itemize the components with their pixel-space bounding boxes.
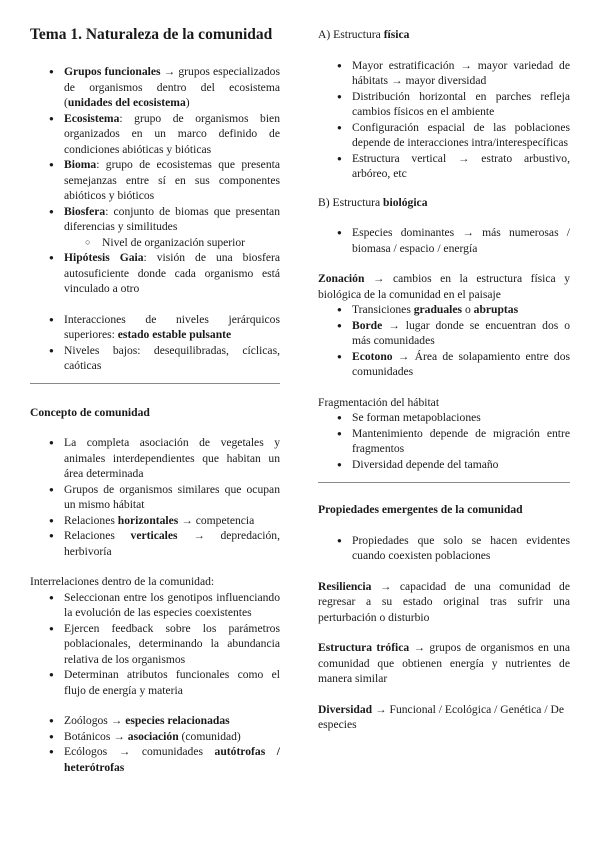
zonation-list	[318, 302, 570, 380]
biological-structure-list	[318, 225, 570, 256]
list-item: ● Determinan atributos funcionales como el flujo de energía y materia	[30, 667, 280, 698]
list-item: ● Mayor estratificación → mayor variedad de hábitats → mayor diversidad	[318, 58, 570, 89]
section-heading: A) Estructura física	[318, 28, 410, 41]
list-item: ● Botánicos → asociación (comunidad)	[30, 729, 280, 745]
list-item: ● Interacciones de niveles jerárquicos superiores: estado estable pulsante	[30, 312, 280, 343]
section-heading: Concepto de comunidad	[30, 405, 150, 419]
list-item: ● Propiedades que solo se hacen evidentes cuando coexisten poblaciones	[318, 533, 570, 564]
section-heading: B) Estructura biológica	[318, 195, 428, 209]
list-item: ● Estructura vertical → estrato arbustivo, arbóreo, etc	[318, 151, 570, 182]
page-title: Tema 1. Naturaleza de la comunidad	[30, 26, 273, 43]
list-item: ● Niveles bajos: desequilibradas, cíclicas, caóticas	[30, 343, 280, 374]
list-item: ● Relaciones verticales → depredación, herbivoría	[30, 528, 280, 559]
list-item: ● Ecólogos → comunidades autótrofas / heterótrofas	[30, 744, 280, 775]
zonation-paragraph: Zonación → cambios en la estructura física y biológica de la comunidad en el paisaje	[318, 272, 570, 301]
physical-structure-list	[318, 58, 570, 182]
list-item: ● Configuración espacial de las poblaciones depende de interacciones intra/interespecíficas	[318, 120, 570, 151]
emergent-properties-list	[318, 533, 570, 564]
levels-list	[30, 312, 280, 374]
list-item: ● Se forman metapoblaciones	[318, 410, 570, 426]
list-item: ● Borde → lugar donde se encuentran dos o más comunidades	[318, 318, 570, 349]
list-item: ● Transiciones graduales o abruptas	[318, 302, 570, 318]
list-item: ● Ejercen feedback sobre los parámetros poblacionales, determinando la abundancia relativa de los organismos	[30, 621, 280, 668]
section-heading: Fragmentación del hábitat	[318, 395, 440, 409]
sub-list-item: ○ Nivel de organización superior	[30, 235, 280, 251]
list-item: ● Relaciones horizontales → competencia	[30, 513, 280, 529]
list-item: ● Ecotono → Área de solapamiento entre dos comunidades	[318, 349, 570, 380]
right-column	[318, 0, 570, 733]
diversity-paragraph: Diversidad → Funcional / Ecológica / Genética / De especies	[318, 702, 564, 731]
resilience-paragraph: Resiliencia → capacidad de una comunidad de regresar a su estado original tras sufrir una perturbación o disturbio	[318, 579, 570, 624]
list-item: ● Seleccionan entre los genotipos influenciando la evolución de las especies coexistentes	[30, 590, 280, 621]
list-item: ● Ecosistema: grupo de organismos bien organizados en un marco definido de condiciones abióticas y bióticas	[30, 111, 280, 158]
interrelations-list	[30, 590, 280, 699]
list-item: ● Mantenimiento depende de migración entre fragmentos	[318, 426, 570, 457]
concept-list	[30, 435, 280, 559]
left-column	[30, 0, 280, 775]
list-item: ● Diversidad depende del tamaño	[318, 457, 570, 473]
section-heading: Propiedades emergentes de la comunidad	[318, 503, 523, 516]
trophic-structure-paragraph: Estructura trófica → grupos de organismos en una comunidad que obtienen energía y nutrientes de manera similar	[318, 641, 570, 685]
list-item: ● Grupos de organismos similares que ocupan un mismo hábitat	[30, 482, 280, 513]
list-item: ● La completa asociación de vegetales y animales interdependientes que habitan un área determinada	[30, 435, 280, 482]
definitions-list	[30, 64, 280, 297]
list-item: ● Hipótesis Gaia: visión de una biosfera autosuficiente donde cada organismo está vinculado a otro	[30, 250, 280, 297]
list-item: ● Grupos funcionales → grupos especializados de organismos dentro del ecosistema (unidades del ecosistema)	[30, 64, 280, 111]
scientists-list	[30, 713, 280, 775]
fragmentation-list	[318, 410, 570, 472]
section-heading: Interrelaciones dentro de la comunidad:	[30, 575, 215, 588]
list-item: ● Bioma: grupo de ecosistemas que presenta semejanzas entre sí en sus componentes abióticos y bióticos	[30, 157, 280, 204]
list-item: ● Distribución horizontal en parches refleja cambios físicos en el ambiente	[318, 89, 570, 120]
list-item: ● Biosfera: conjunto de biomas que presentan diferencias y similitudes	[30, 204, 280, 235]
list-item: ● Zoólogos → especies relacionadas	[30, 713, 280, 729]
list-item: ● Especies dominantes → más numerosas / biomasa / espacio / energía	[318, 225, 570, 256]
